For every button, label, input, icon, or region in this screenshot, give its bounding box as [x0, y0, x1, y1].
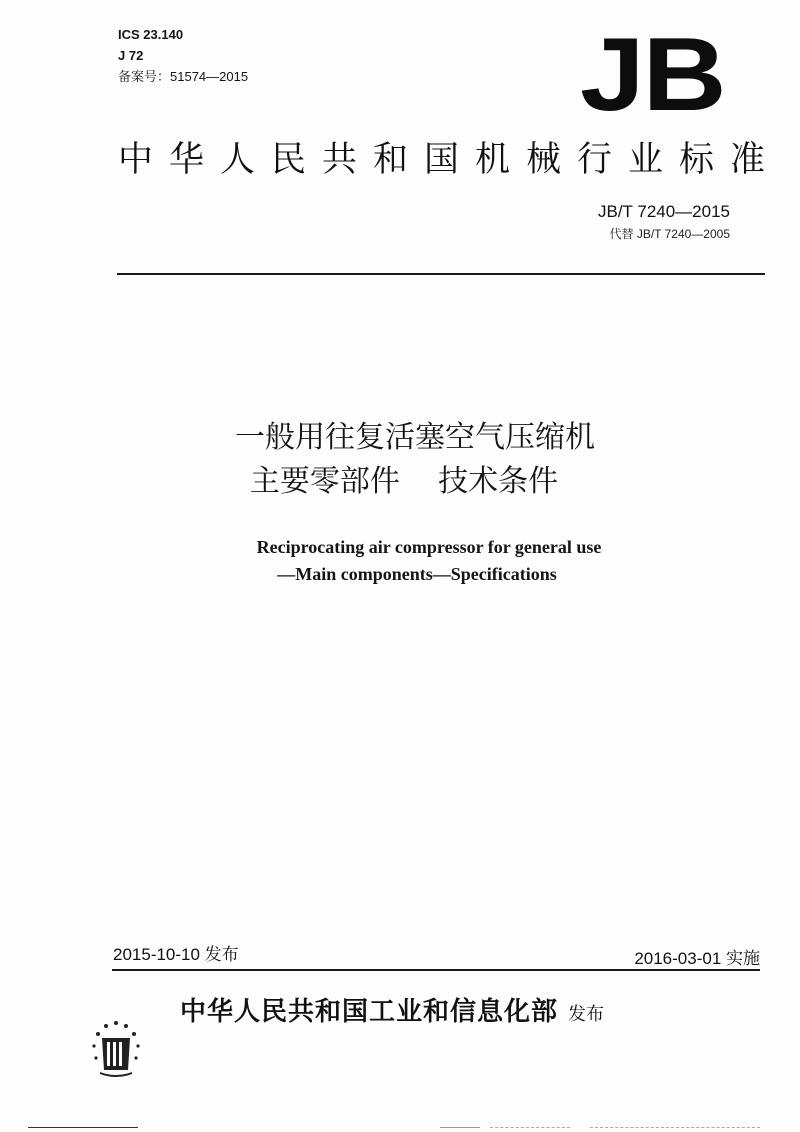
issuer-name: 中华人民共和国工业和信息化部 — [180, 997, 559, 1027]
classification-code: J 72 — [118, 48, 144, 63]
issuer-line — [180, 995, 604, 1032]
record-number: 备案号：51574—2015 — [118, 69, 249, 84]
ics-code: ICS 23.140 — [118, 27, 184, 42]
issue-date: 2015-10-10 发布 — [113, 945, 239, 964]
ministry-seal-icon — [84, 1012, 148, 1082]
scan-edge-line — [590, 1127, 760, 1128]
organization-title: 中华人民共和国机械行业标准 — [118, 140, 782, 180]
title-zh-line1: 一般用往复活塞空气压缩机 — [235, 420, 595, 455]
title-en-line1: Reciprocating air compressor for general use — [256, 537, 602, 557]
jb-logo: JB — [580, 17, 725, 133]
standard-number-block — [598, 201, 730, 243]
replaces-standard: 代替 JB/T 7240—2005 — [609, 227, 730, 241]
scan-edge-line — [440, 1127, 480, 1128]
scan-edge-line — [490, 1127, 570, 1128]
title-en-line2: —Main components—Specifications — [277, 564, 557, 584]
header-meta — [118, 24, 248, 87]
standard-number: JB/T 7240—2015 — [598, 202, 730, 221]
implementation-date: 2016-03-01 实施 — [634, 949, 760, 968]
top-divider — [117, 273, 765, 275]
title-zh-line2: 主要零部件 技术条件 — [249, 464, 559, 499]
bottom-divider — [112, 969, 760, 971]
issuer-suffix: 发布 — [568, 1004, 605, 1025]
scan-edge-line — [28, 1127, 138, 1128]
